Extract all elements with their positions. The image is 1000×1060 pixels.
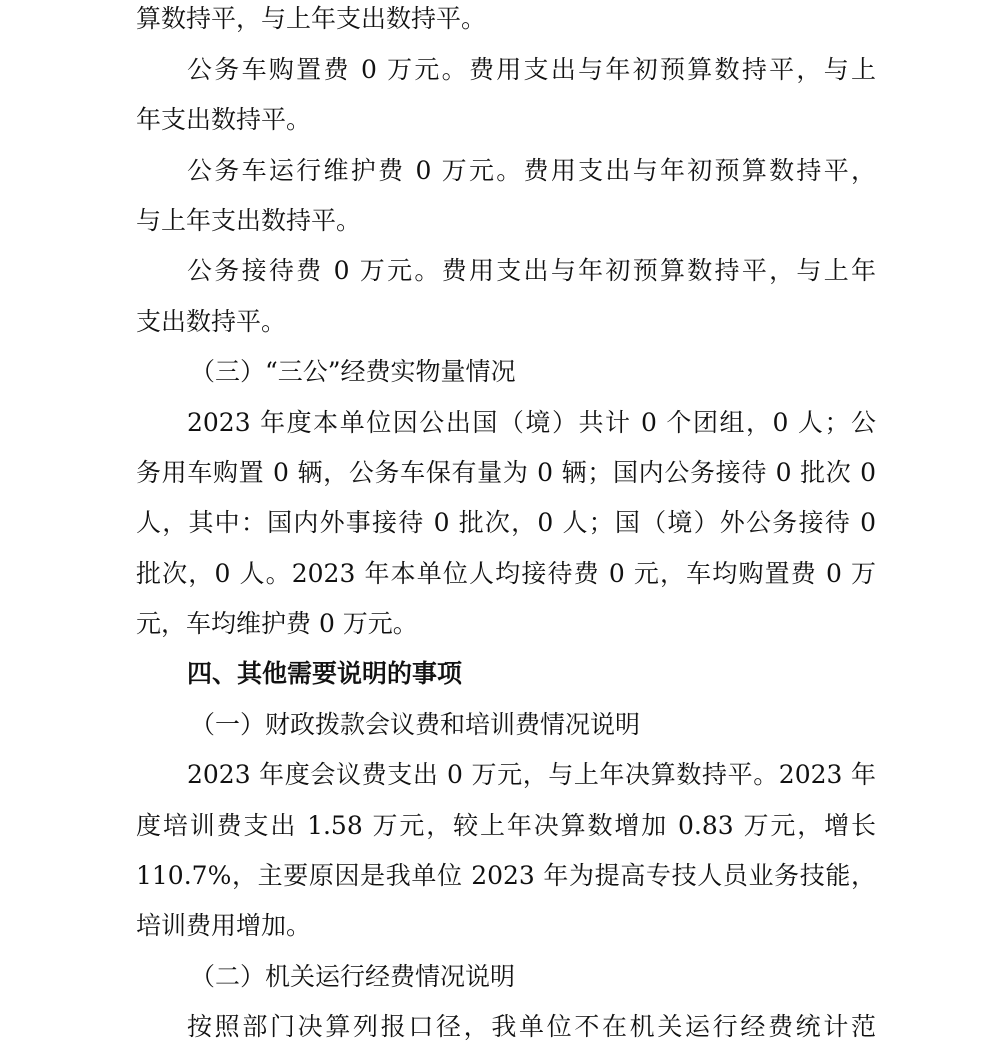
paragraph-line: 务用车购置 0 辆，公务车保有量为 0 辆；国内公务接待 0 批次 0 xyxy=(136,458,876,487)
paragraph-line: 度培训费支出 1.58 万元，较上年决算数增加 0.83 万元，增长 xyxy=(136,811,876,840)
paragraph-line: 110.7%，主要原因是我单位 2023 年为提高专技人员业务技能， xyxy=(136,861,876,890)
paragraph-line: 2023 年度会议费支出 0 万元，与上年决算数持平。2023 年 xyxy=(187,760,876,789)
paragraph-line: 2023 年度本单位因公出国（境）共计 0 个团组，0 人；公 xyxy=(187,408,876,437)
section-subheading: （三）“三公”经费实物量情况 xyxy=(190,357,516,386)
section-heading: 四、其他需要说明的事项 xyxy=(187,659,463,688)
paragraph-line: 年支出数持平。 xyxy=(136,105,312,134)
paragraph-line: 元，车均维护费 0 万元。 xyxy=(136,609,418,638)
paragraph-line: 算数持平，与上年支出数持平。 xyxy=(136,4,487,33)
section-subheading: （二）机关运行经费情况说明 xyxy=(190,962,516,991)
paragraph-line: 培训费用增加。 xyxy=(136,911,312,940)
section-subheading: （一）财政拨款会议费和培训费情况说明 xyxy=(190,710,641,739)
paragraph-line: 公务接待费 0 万元。费用支出与年初预算数持平，与上年 xyxy=(187,256,876,285)
paragraph-line: 公务车运行维护费 0 万元。费用支出与年初预算数持平， xyxy=(187,156,876,185)
paragraph-line: 批次，0 人。2023 年本单位人均接待费 0 元，车均购置费 0 万 xyxy=(136,559,876,588)
paragraph-line: 支出数持平。 xyxy=(136,307,287,336)
paragraph-line: 按照部门决算列报口径，我单位不在机关运行经费统计范 xyxy=(187,1012,876,1041)
paragraph-line: 与上年支出数持平。 xyxy=(136,206,362,235)
paragraph-line: 公务车购置费 0 万元。费用支出与年初预算数持平，与上 xyxy=(187,55,876,84)
paragraph-line: 人，其中：国内外事接待 0 批次，0 人；国（境）外公务接待 0 xyxy=(136,508,876,537)
